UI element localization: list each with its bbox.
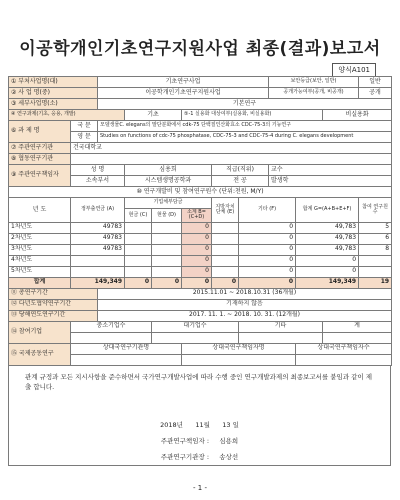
partners-small-label: 중소기업수 [71,321,152,332]
inkind-cell [152,233,182,244]
date-day: 13 일 [222,421,239,429]
partners-sum-value [323,332,392,343]
sum-year-cell: 합계 [9,277,71,288]
cash-cell [125,233,152,244]
people-header: 참여 연구원수 [359,198,392,223]
local-cell [212,266,239,277]
current-period-label: ⑬ 당해연도연구기간 [9,310,98,321]
budget-sum-row [9,277,392,288]
year-header: 년 도 [9,198,71,223]
partners-label: ⑭ 참여기업 [9,321,71,343]
private-header: 기업체부담금 [125,198,212,209]
sum-total-cell: 149,349 [296,277,359,288]
pi-major-value: 발생학 [269,176,392,187]
year-cell: 4차년도 [9,255,71,266]
year-cell: 3차년도 [9,244,71,255]
intl-label: ⑮ 국제공동연구 [9,343,71,365]
current-period-value: 2017. 11. 1. ~ 2018. 10. 31. (12개월) [98,310,392,321]
statement-text: 관계 규정과 모든 지시사항을 준수하면서 국가연구개발사업에 따라 수행 중인 연구개발과제의 최종보고서를 붙임과 같이 제출 합니다. [25,373,373,392]
local-header: 지방자치단체 (E) [212,198,239,223]
pi-signature-line [9,436,390,446]
pi-title-value: 교수 [269,165,392,176]
sub-cell: 0 [182,266,212,277]
biz-type-value: 일반 [359,77,392,88]
total-header: 합계 G=(A+B+E+F) [296,198,359,223]
budget-section-label: ⑩ 연구개발비 및 참여연구원수 (단위:천원, M/Y) [9,187,392,198]
sum-gov-cell: 149,349 [71,277,125,288]
org-head-label: 주관연구기관장 : [160,453,210,461]
sum-inkind-cell: 0 [152,277,182,288]
disclosure-label: 공개가능여부(공개, 비공개) [269,88,359,99]
year-cell: 5차년도 [9,266,71,277]
pi-name-label: 성 명 [71,165,125,176]
stage-value: 기초 [125,110,182,121]
org-label: ⑦ 주관연구기관 [9,143,71,154]
cash-cell [125,266,152,277]
people-cell: 5 [359,222,392,233]
page-number: - 1 - [193,484,207,492]
sum-sub-cell: 0 [182,277,212,288]
partners-small-value [71,332,152,343]
inkind-cell [152,266,182,277]
tech-label: ⑤-1 실용화 대상여부(실용화, 비실용화) [182,110,323,121]
report-form-table [8,76,392,366]
people-cell [359,266,392,277]
inkind-cell [152,244,182,255]
pi-dept-label: 소속부서 [71,176,125,187]
partners-etc-value [239,332,323,343]
pi-sign-name: 심용희 [219,437,239,445]
budget-row [9,222,392,233]
sub-name-value: 이공학개인기초연구지원사업 [98,88,269,99]
task-eng-value: Studies on functions of cdc-75 phosphatase, CDC-75-3 and CDC-75-4 during C. elegans development [98,132,392,143]
people-cell: 8 [359,244,392,255]
tech-value: 비실용화 [323,110,392,121]
gov-header: 정부출연금 (A) [71,198,125,223]
disclosure-value: 공개 [359,88,392,99]
inkind-cell [152,222,182,233]
sub-name-label: ② 사 업 명(중) [9,88,98,99]
intl-researcher-value [182,354,296,365]
local-cell [212,255,239,266]
other-cell: 0 [239,233,296,244]
org-head-signature-line [9,452,390,462]
gov-cell: 49783 [71,233,125,244]
submission-date [9,420,390,430]
other-cell: 0 [239,266,296,277]
budget-row [9,233,392,244]
statement-box [8,366,391,466]
local-cell [212,233,239,244]
task-label: ⑥ 과 제 명 [9,121,71,143]
sub-cell: 0 [182,222,212,233]
budget-row [9,255,392,266]
other-cell: 0 [239,222,296,233]
inkind-header: 현물 (D) [152,209,182,223]
detail-label: ③ 세부사업명(소) [9,99,98,110]
other-header: 기타 (F) [239,198,296,223]
cash-header: 현금 (C) [125,209,152,223]
gov-cell: 49783 [71,222,125,233]
other-cell: 0 [239,255,296,266]
multi-period-value: 기재하지 않음 [98,299,392,310]
intl-people-label: 상대국연구책임자수 [296,343,392,354]
detail-value: 기본연구 [98,99,392,110]
date-year: 2018년 [160,421,183,429]
total-period-label: ⑪ 총연구기간 [9,288,98,299]
pi-major-label: 전 공 [212,176,269,187]
org-head-name: 송상선 [219,453,239,461]
inkind-cell [152,255,182,266]
task-kor-label: 국 문 [71,121,98,132]
gov-cell: 49783 [71,244,125,255]
biz-name-label: ① 부처사업명(대) [9,77,98,88]
sum-local-cell: 0 [212,277,239,288]
intl-researcher-label: 상대국연구책임자명 [182,343,296,354]
form-number: 양식A101 [332,63,376,77]
biz-type-label: 보안등급(보안, 일반) [269,77,359,88]
local-cell [212,222,239,233]
intl-country-label: 상대국연구기관명 [71,343,182,354]
total-cell: 0 [296,255,359,266]
pi-title-label: 직급(직위) [212,165,269,176]
year-cell: 2차년도 [9,233,71,244]
pi-name-value: 심용희 [125,165,212,176]
date-month: 11월 [195,421,210,429]
cash-cell [125,222,152,233]
multi-period-label: ⑫ 다년도협약연구기간 [9,299,98,310]
biz-name-value: 기초연구사업 [98,77,269,88]
total-cell: 0 [296,266,359,277]
sub-header: 소계 B=(C+D) [182,209,212,223]
budget-row [9,244,392,255]
report-title: 이공학개인기초연구지원사업 최종(결과)보고서 [19,39,381,59]
sub-cell: 0 [182,233,212,244]
sub-cell: 0 [182,244,212,255]
sum-people-cell: 19 [359,277,392,288]
local-cell [212,244,239,255]
total-cell: 49,783 [296,222,359,233]
org-value: 건국대학교 [71,143,392,154]
total-period-value: 2015.11.01 ~ 2018.10.31 (36개월) [98,288,392,299]
gov-cell [71,266,125,277]
sum-other-cell: 0 [239,277,296,288]
partners-mid-value [152,332,239,343]
people-cell: 6 [359,233,392,244]
partners-sum-label: 계 [323,321,392,332]
partners-mid-label: 대기업수 [152,321,239,332]
pi-label: ⑨ 주관연구책임자 [9,165,71,187]
gov-cell [71,255,125,266]
budget-row [9,266,392,277]
coop-value [71,154,392,165]
coop-label: ⑧ 협동연구기관 [9,154,71,165]
intl-country-value [71,354,182,365]
total-cell: 49,783 [296,233,359,244]
pi-sign-label: 주관연구책임자 : [160,437,210,445]
sum-cash-cell: 0 [125,277,152,288]
year-cell: 1차년도 [9,222,71,233]
pi-dept-value: 시스템생명공학과 [125,176,212,187]
cash-cell [125,244,152,255]
task-eng-label: 영 문 [71,132,98,143]
task-kor-value: 모델생물C. elegans의 말단분화에서 cdk-75 단백질인산화효소 CDC-75-3의 기능연구 [98,121,392,132]
intl-people-value [296,354,392,365]
total-cell: 49,783 [296,244,359,255]
people-cell [359,255,392,266]
stage-label: ④ 연구과제(기초, 응용, 개발) [9,110,125,121]
partners-etc-label: 기타 [239,321,323,332]
other-cell: 0 [239,244,296,255]
sub-cell: 0 [182,255,212,266]
cash-cell [125,255,152,266]
